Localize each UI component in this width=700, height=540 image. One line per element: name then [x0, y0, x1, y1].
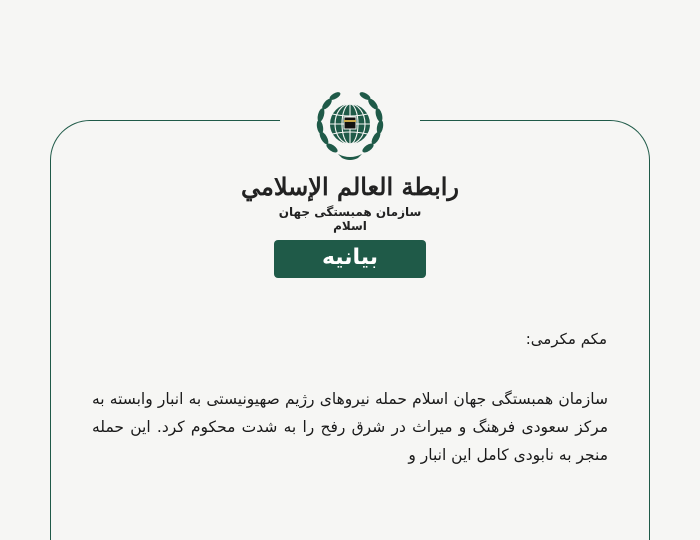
letter-salutation: مکم مکرمی: — [525, 330, 607, 348]
logo-arabic-text: رابطة العالم الإسلامي — [240, 172, 460, 201]
logo-persian-subtitle: سازمان همبستگی جهان اسلام — [278, 205, 422, 233]
statement-title-badge: بیانیه — [274, 240, 426, 278]
globe-wreath-emblem-icon — [310, 86, 390, 166]
arabic-calligraphy-logo — [240, 168, 460, 204]
letter-body-text: سازمان همبستگی جهان اسلام حمله نیروهای رژیم صهیونیستی به انبار وابسته به مرکز سعودی فرهنگ و میراث در شرق رفح را به شدت محکوم کرد. این حمله منجر به نابودی کامل این انبار و — [92, 390, 608, 464]
